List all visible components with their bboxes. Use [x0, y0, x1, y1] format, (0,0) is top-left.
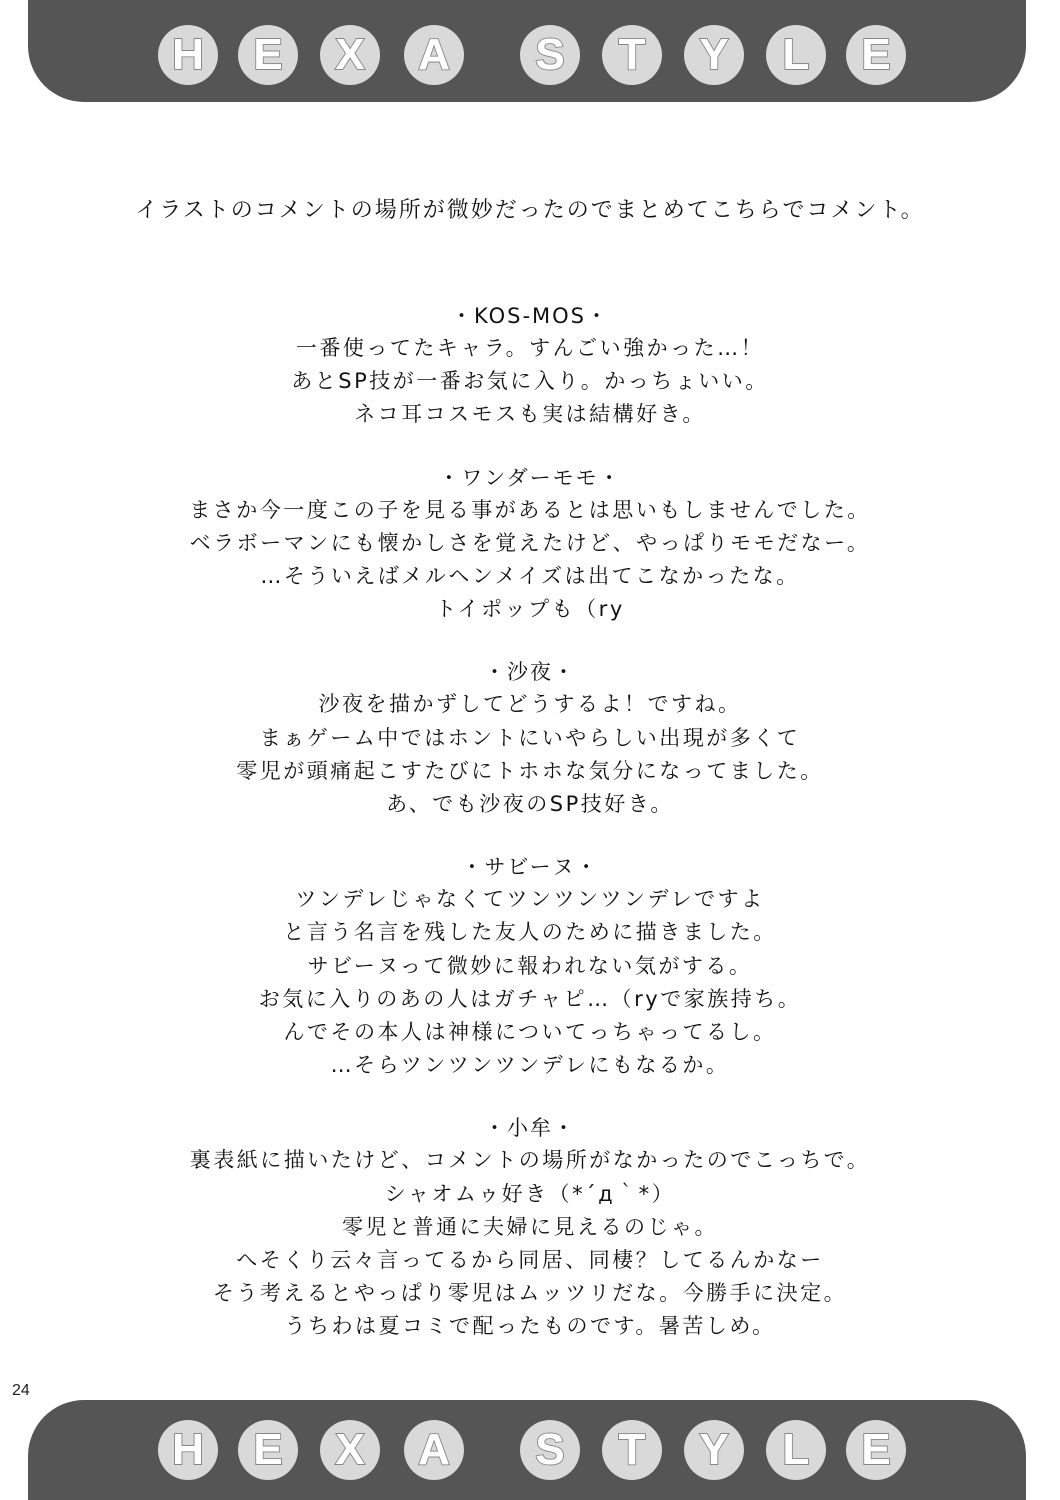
header-banner	[28, 0, 1026, 102]
logo-letter: T	[602, 1420, 662, 1480]
section-line: …そういえばメルヘンメイズは出てこなかったな。	[260, 564, 800, 589]
logo-letter: L	[766, 1420, 826, 1480]
section-line: トイポップも（ry	[435, 597, 625, 622]
section-line: 零児が頭痛起こすたびにトホホな気分になってました。	[236, 758, 824, 783]
section-kosmos	[60, 300, 1000, 432]
section-wondermomo	[60, 462, 1000, 627]
section-line: まさか今一度この子を見る事があるとは思いもしませんでした。	[189, 497, 871, 522]
logo-letter: E	[846, 25, 906, 85]
logo-letter: Y	[684, 25, 744, 85]
section-title: ・KOS-MOS・	[450, 304, 610, 328]
logo-letter: H	[158, 1420, 218, 1480]
section-line: あとSP技が一番お気に入り。かっちょいい。	[291, 369, 769, 394]
logo-letter: X	[320, 1420, 380, 1480]
section-line: そう考えるとやっぱり零児はムッツリだな。今勝手に決定。	[212, 1281, 848, 1306]
intro-text: イラストのコメントの場所が微妙だったのでまとめてこちらでコメント。	[135, 198, 925, 223]
section-line: まぁゲーム中ではホントにいやらしい出現が多くて	[259, 725, 801, 750]
section-line: お気に入りのあの人はガチャピ…（ryで家族持ち。	[258, 986, 802, 1011]
section-title: ・小牟・	[484, 1116, 576, 1141]
section-line: サビーヌって微妙に報われない気がする。	[307, 953, 753, 978]
section-title: ・サビーヌ・	[461, 855, 599, 880]
section-line: シャオムゥ好き（*´д｀*）	[384, 1181, 676, 1206]
logo-letter: S	[520, 25, 580, 85]
section-line: 沙夜を描かずしてどうするよ！ですね。	[318, 692, 742, 717]
section-line: 一番使ってたキャラ。すんごい強かった…！	[295, 336, 765, 360]
section-title: ・ワンダーモモ・	[438, 465, 622, 490]
section-line: んでその本人は神様についてっちゃってるし。	[283, 1020, 777, 1045]
section-saya	[60, 656, 1000, 821]
section-line: ネコ耳コスモスも実は結構好き。	[354, 402, 706, 427]
section-line: あ、でも沙夜のSP技好き。	[386, 792, 674, 817]
logo-letter: E	[238, 1420, 298, 1480]
section-sabine	[60, 851, 1000, 1082]
comment-body	[60, 194, 1000, 1374]
section-line: …そらツンツンツンデレにもなるか。	[330, 1053, 730, 1078]
footer-banner	[28, 1400, 1026, 1500]
section-line: と言う名言を残した友人のために描きました。	[283, 920, 777, 945]
logo-letter: X	[320, 25, 380, 85]
section-line: うちわは夏コミで配ったものです。暑苦しめ。	[284, 1314, 776, 1339]
logo-letter: A	[404, 25, 464, 85]
section-line: へそくり云々言ってるから同居、同棲？してるんかなー	[236, 1248, 824, 1273]
logo-letter: E	[238, 25, 298, 85]
logo-letter: A	[404, 1420, 464, 1480]
logo-letter: E	[846, 1420, 906, 1480]
section-line: ツンデレじゃなくてツンツンツンデレですよ	[295, 887, 765, 912]
logo-letter: T	[602, 25, 662, 85]
logo-letter: S	[520, 1420, 580, 1480]
page-number: 24	[12, 1382, 30, 1399]
section-title: ・沙夜・	[484, 660, 576, 685]
section-xiaomu	[60, 1112, 1000, 1343]
logo-letter: Y	[684, 1420, 744, 1480]
section-line: ベラボーマンにも懐かしさを覚えたけど、やっぱりモモだなー。	[189, 530, 871, 555]
header-logo	[28, 0, 1026, 102]
logo-letter: H	[158, 25, 218, 85]
section-line: 零児と普通に夫婦に見えるのじゃ。	[342, 1214, 718, 1239]
section-line: 裏表紙に描いたけど、コメントの場所がなかったのでこっちで。	[189, 1148, 871, 1173]
logo-letter: L	[766, 25, 826, 85]
footer-logo	[28, 1400, 1026, 1500]
